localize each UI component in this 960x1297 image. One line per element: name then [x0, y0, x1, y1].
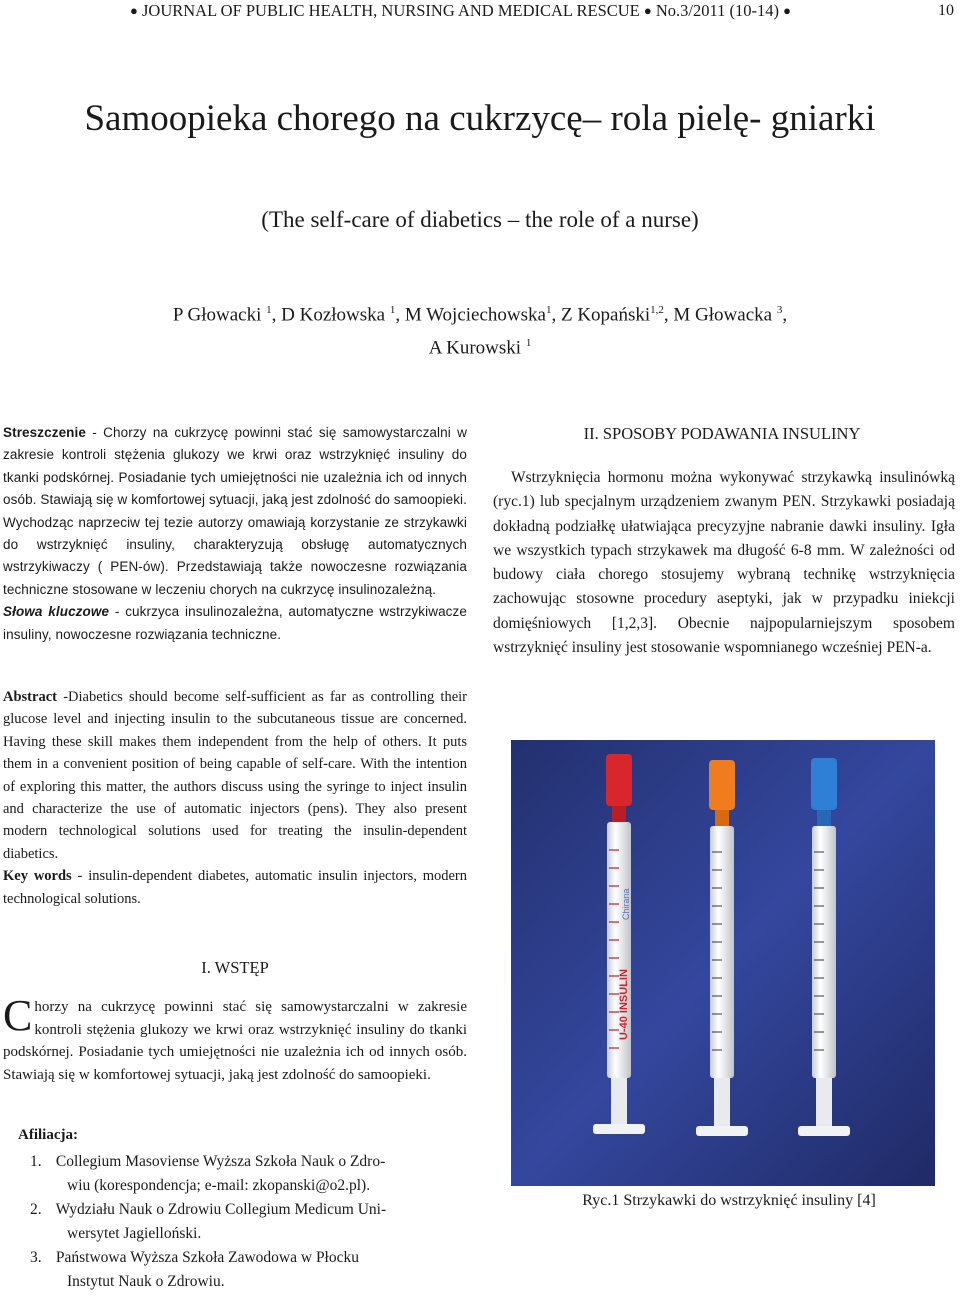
author: Z Kopański — [560, 304, 651, 326]
paper-title: Samoopieka chorego na cukrzycę– rola pielę- gniarki — [84, 98, 876, 139]
syringe-label-units: U-40 INSULIN — [618, 969, 630, 1040]
affiliation-text: Collegium Masoviense Wyższa Szkoła Nauk o Zdro- — [55, 1153, 386, 1170]
keywords-pl — [3, 601, 467, 646]
abstract-pl-text: - Chorzy na cukrzycę powinni stać się samowystarczalni w zakresie kontroli stężenia glukozy we krwi oraz wstrzyknięć insuliny do tkanki podskórnej. Posiadanie tych umiejętności nie uzależnia ich od innych osób. Stawiają się w komfortowej sytuacji, jaką jest zdolność do samoopieki. Wychodząc naprzeciw tej tezie autorzy omawiają korzystanie ze strzykawki do wstrzyknięć insuliny, charakteryzują obsługę automatycznych wstrzykiwaczy ( PEN-ów). Przedstawiają także nowoczesne rozwiązania techniczne stosowane w leczeniu chorych na cukrzycę insulinozależną. — [3, 425, 467, 597]
author-affil: 1 — [545, 304, 552, 316]
keywords-pl-label: Słowa kluczowe — [3, 604, 110, 620]
affiliation-text: Wydziału Nauk o Zdrowiu Collegium Medicum Uni- — [55, 1201, 387, 1218]
syringes-illustration — [511, 740, 935, 1186]
keywords-en-label: Key words — [3, 868, 72, 885]
author-affil: 1 — [525, 337, 532, 350]
abstract-polish — [3, 422, 467, 646]
orange-flange — [696, 1126, 748, 1136]
keywords-pl-text: - cukrzyca insulinozależna, automatyczne wstrzykiwacze insuliny, nowoczesne rozwiązania techniczne. — [3, 604, 467, 642]
syringe-brand: Chirana — [621, 888, 631, 920]
journal-name: JOURNAL OF PUBLIC HEALTH, NURSING AND MEDICAL RESCUE — [141, 1, 640, 20]
affiliation-number: 1. — [30, 1153, 42, 1170]
affiliation-text-cont: wiu (korespondencja; e-mail: zkopanski@o2.pl). — [67, 1177, 371, 1194]
journal-line — [130, 0, 791, 22]
author: D Kozłowska — [281, 304, 386, 326]
author-affil: 3 — [776, 304, 783, 316]
abstract-en-body — [3, 686, 467, 865]
keywords-en-text: - insulin-dependent diabetes, automatic insulin injectors, modern technological solutions. — [3, 868, 467, 907]
author: M Głowacka — [673, 304, 773, 326]
orange-cap — [709, 760, 735, 810]
author-line-1: P Głowacki $^1$, D Kozłowska $^1$, M Wojciechowska$^1$, Z Kopański$^{1,2}$, M Głowacka $^3$, — [172, 304, 788, 326]
affiliations-title: Afiliacja: — [18, 1127, 78, 1143]
abstract-pl-label: Streszczenie — [3, 425, 86, 440]
section-heading-insulin: II. SPOSOBY PODAWANIA INSULINY — [583, 424, 861, 443]
journal-issue: No.3/2011 (10-14) — [655, 1, 779, 20]
keywords-en — [3, 865, 467, 910]
author-affil: 1,2 — [650, 304, 664, 316]
abstract-pl-body — [3, 422, 467, 601]
author-list — [40, 296, 920, 363]
author: M Wojciechowska — [404, 304, 546, 326]
abstract-en-text: -Diabetics should become self-sufficient as far as controlling their glucose level and injecting insulin to the subcutaneous tissue are concerned. Having these skill makes them independent from the help of others. It puts them in a convenient position of being capable of self-care. With the intention of exploring this matter, the authors discuss using the syringe to inject insulin and characterize the use of automatic injectors (pens). They also present modern technological solutions used for treating the insulin-dependent diabetics. — [3, 689, 467, 862]
abstract-english — [3, 686, 467, 910]
insulin-section — [493, 466, 955, 660]
section-heading-intro: I. WSTĘP — [201, 958, 269, 977]
abstract-en-label: Abstract — [3, 689, 57, 705]
intro-section — [3, 991, 467, 1086]
affiliations-list — [30, 1150, 460, 1294]
author-affil: 1 — [389, 304, 396, 316]
paper-subtitle: (The self-care of diabetics – the role of a nurse) — [261, 207, 699, 232]
affiliation-text: Państwowa Wyższa Szkoła Zawodowa w Płocku — [55, 1249, 359, 1266]
blue-barrel — [812, 826, 836, 1078]
affiliation-item — [30, 1150, 460, 1198]
bullet-icon: ● — [130, 3, 138, 18]
figure-caption: Ryc.1 Strzykawki do wstrzyknięć insuliny [4] — [582, 1192, 876, 1209]
bullet-icon: ● — [643, 3, 652, 18]
affiliation-text-cont: wersytet Jagielloński. — [67, 1225, 202, 1242]
insulin-text: Wstrzyknięcia hormonu można wykonywać strzykawką insulinówką (ryc.1) lub specjalnym urządzeniem zwanym PEN. Strzykawki posiadają dokładną podziałkę ułatwiająca precyzyjne nabranie dawki insuliny. Igła we wszystkich typach strzykawek ma długość 6-8 mm. W zależności od budowy ciała chorego stosujemy wybraną technikę wstrzyknięcia zachowując stosowne procedury aseptyki, jak w przypadku iniekcji domięśniowych [1,2,3]. Obecnie najpopularniejszym sposobem wstrzyknięć insuliny jest stosowanie wspomnianego wcześniej PEN-a. — [493, 469, 955, 657]
running-header — [0, 0, 960, 26]
affiliation-number: 2. — [30, 1201, 42, 1218]
red-flange — [593, 1124, 645, 1134]
author-affil: 1 — [266, 304, 272, 316]
affiliation-item — [30, 1198, 460, 1246]
page-number: 10 — [938, 2, 954, 19]
orange-barrel — [710, 826, 734, 1078]
intro-text: horzy na cukrzycę powinni stać się samowystarczalni w zakresie kontroli stężenia glukozy we krwi oraz wstrzyknięć insuliny do tkanki podskórnej. Posiadanie tych umiejętności nie uzależnia ich od innych osób. Stawiają się w komfortowej sytuacji, jaką jest zdolność do samoopieki. — [3, 999, 467, 1083]
drop-cap: C — [3, 991, 33, 1040]
blue-cap — [811, 758, 837, 810]
affiliation-text-cont: Instytut Nauk o Zdrowiu. — [67, 1273, 225, 1290]
affiliation-number: 3. — [30, 1249, 42, 1266]
bullet-icon: ● — [783, 3, 791, 18]
author: A Kurowski — [428, 337, 522, 359]
affiliation-item — [30, 1246, 460, 1294]
author: P Głowacki — [172, 304, 262, 326]
syringe-figure — [511, 740, 935, 1186]
red-cap — [606, 754, 632, 806]
author-line-2 — [40, 329, 920, 362]
blue-flange — [798, 1126, 850, 1136]
